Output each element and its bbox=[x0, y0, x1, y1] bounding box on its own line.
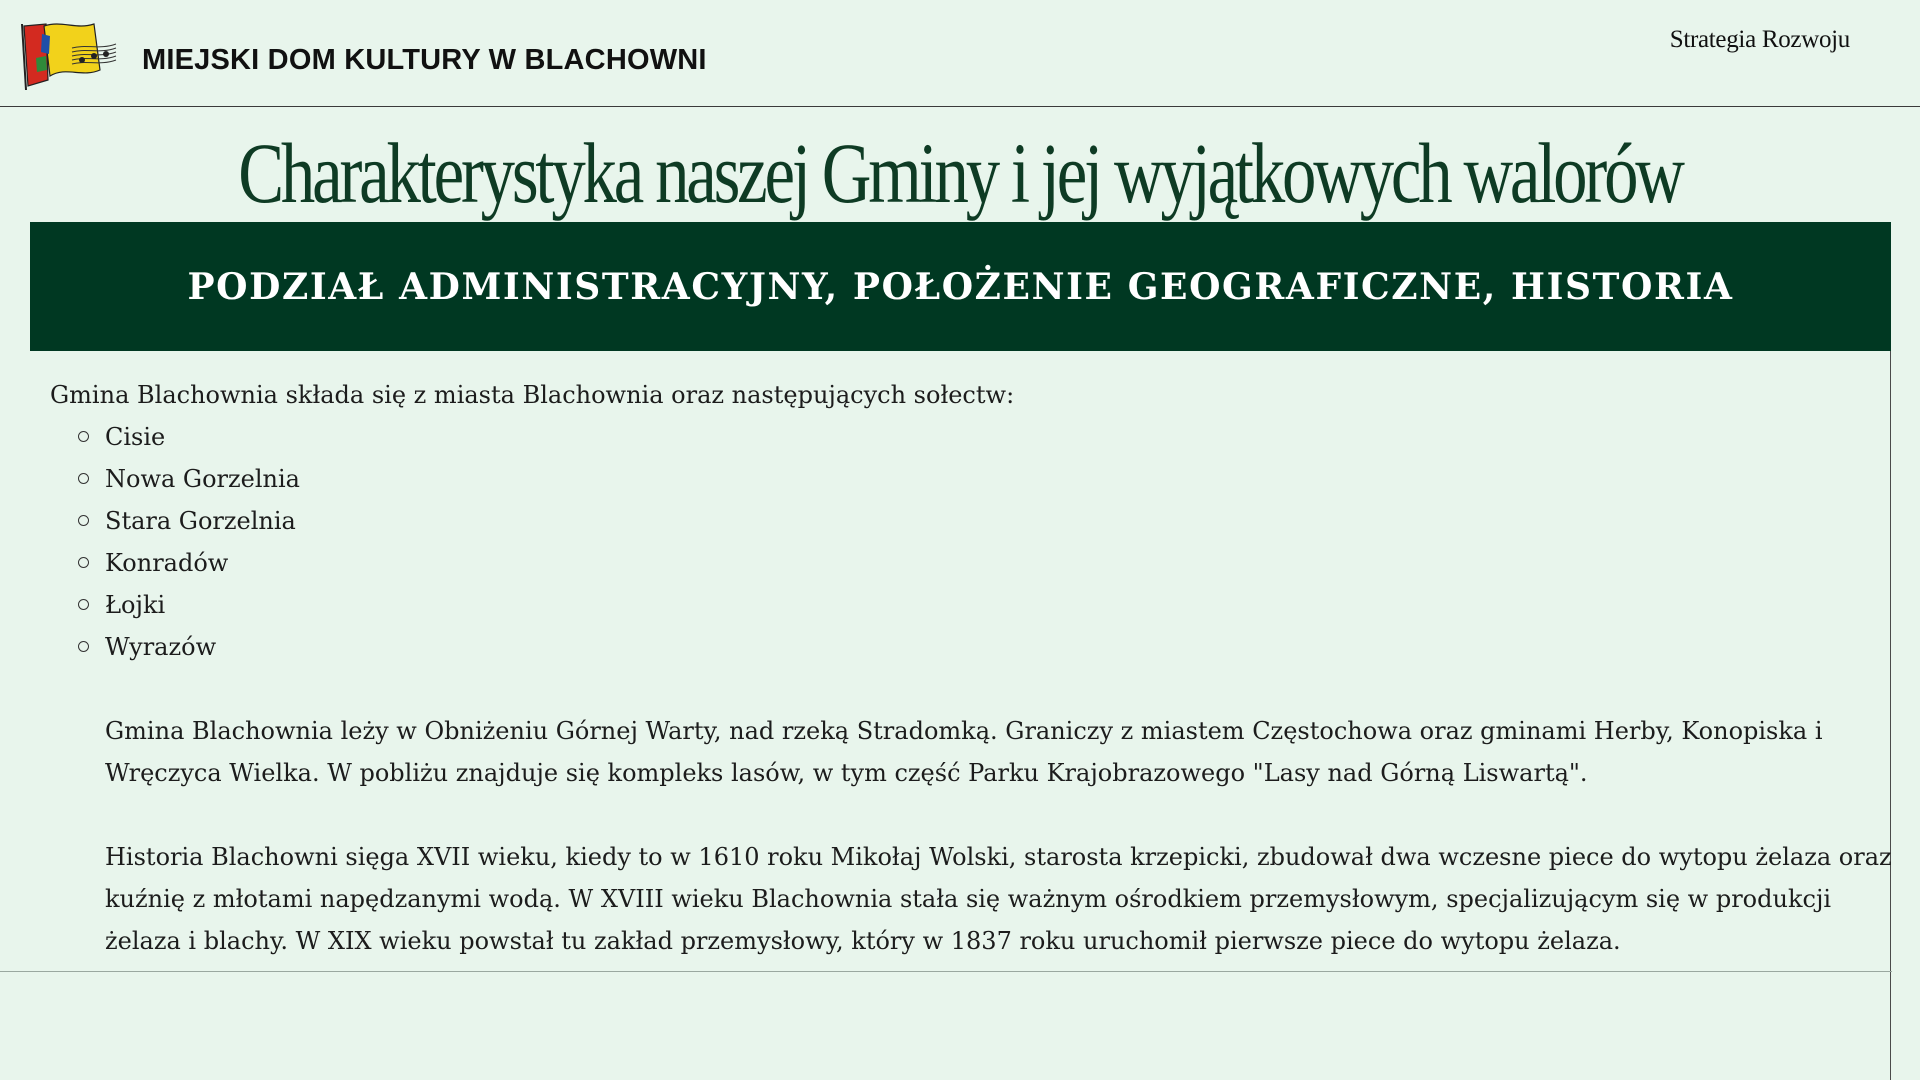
mdk-logo-icon[interactable] bbox=[16, 20, 120, 94]
list-item: Cisie bbox=[105, 416, 1850, 458]
section-banner bbox=[30, 222, 1891, 351]
village-list bbox=[50, 416, 1850, 668]
list-item: Nowa Gorzelnia bbox=[105, 458, 1850, 500]
nav-link-strategia-rozwoju[interactable]: Strategia Rozwoju bbox=[1669, 26, 1850, 53]
geography-paragraph: Gmina Blachownia leży w Obniżeniu Górnej Warty, nad rzeką Stradomką. Graniczy z miastem Częstochowa oraz gminami Herby, Konopiska i Wręczyca Wielka. W pobliżu znajduje się kompleks lasów, w tym część Parku Krajobrazowego "Lasy nad Górną Liswartą". bbox=[105, 717, 1823, 787]
list-item: Wyrazów bbox=[105, 626, 1850, 668]
list-item: Konradów bbox=[105, 542, 1850, 584]
page-title: Charakterystyka naszej Gminy i jej wyjątkowych walorów bbox=[238, 125, 1682, 221]
history-paragraph: Historia Blachowni sięga XVII wieku, kiedy to w 1610 roku Mikołaj Wolski, starosta krzepicki, zbudował dwa wczesne piece do wytopu żelaza oraz kuźnię z młotami napędzanymi wodą. W XVIII wieku Blachownia stała się ważnym ośrodkiem przemysłowym, specjalizującym się w produkcji żelaza i blachy. W XIX wieku powstał tu zakład przemysłowy, który w 1837 roku uruchomił pierwsze piece do wytopu żelaza. bbox=[105, 843, 1892, 955]
list-item: Łojki bbox=[105, 584, 1850, 626]
intro-text: Gmina Blachownia składa się z miasta Blachownia oraz następujących sołectw: bbox=[50, 381, 1015, 409]
organization-name[interactable]: MIEJSKI DOM KULTURY W BLACHOWNI bbox=[142, 44, 707, 76]
list-item: Stara Gorzelnia bbox=[105, 500, 1850, 542]
spacer bbox=[50, 668, 1850, 710]
section-content bbox=[50, 374, 1892, 962]
section-heading: PODZIAŁ ADMINISTRACYJNY, POŁOŻENIE GEOGRAFICZNE, HISTORIA bbox=[187, 265, 1734, 308]
bottom-divider bbox=[0, 971, 1892, 972]
spacer bbox=[50, 794, 1850, 836]
site-header bbox=[0, 0, 1920, 107]
